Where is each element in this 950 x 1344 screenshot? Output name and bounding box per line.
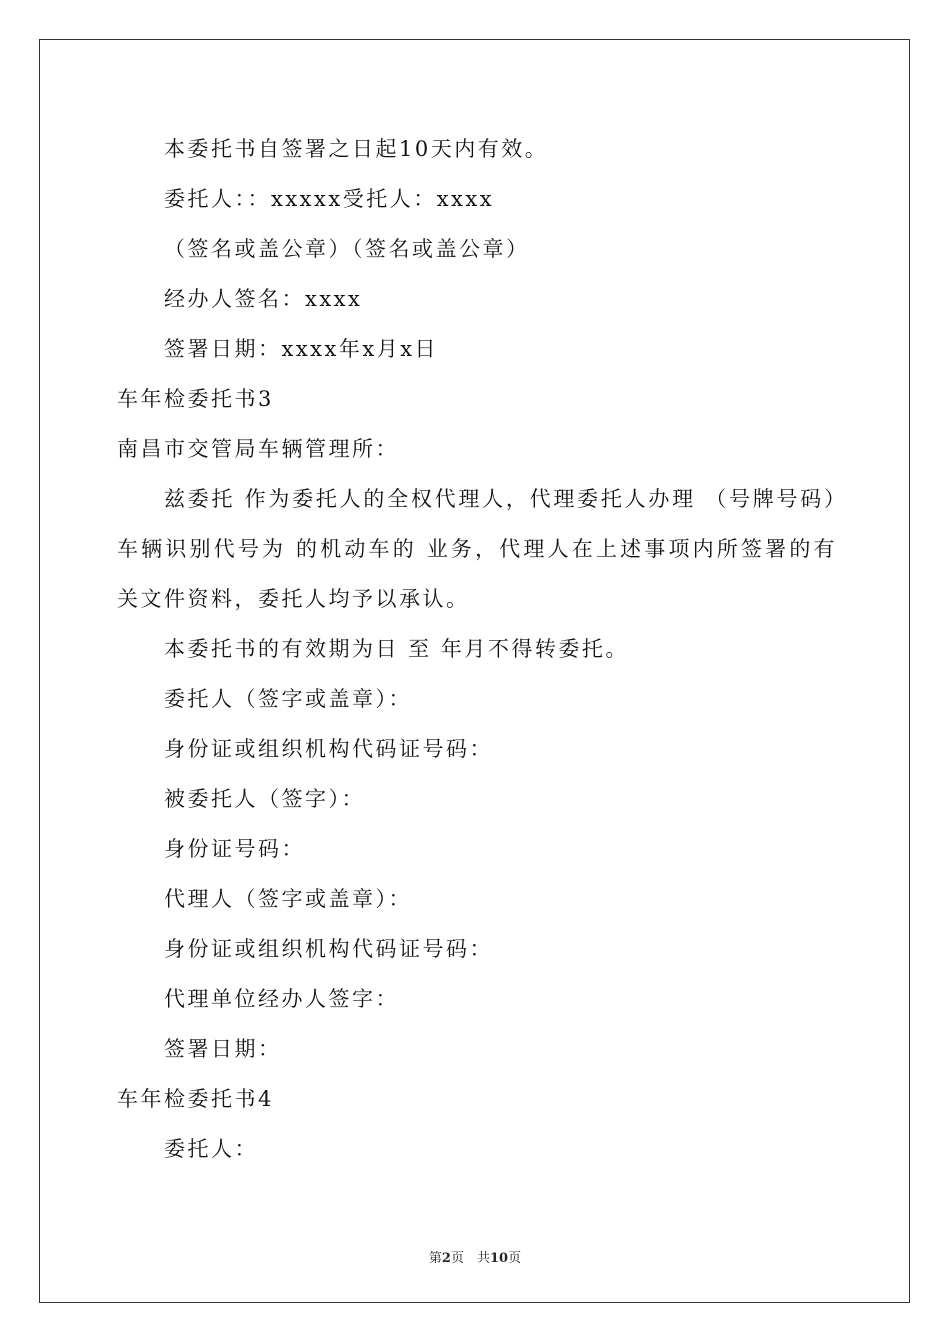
footer-page-suffix: 页 [508,1251,522,1266]
addressee-line: 南昌市交管局车辆管理所： [117,437,399,461]
agent-handler-sign-line: 代理单位经办人签字： [164,987,399,1011]
footer-page-number: 2 [441,1251,451,1266]
footer-page-total: 10 [489,1251,509,1266]
footer-page-prefix: 第 [428,1251,442,1266]
principal-agent-line: 委托人：：xxxxx受托人：xxxx [164,187,495,211]
seal-line: （签名或盖公章）（签名或盖公章） [164,237,530,261]
validity-period-line: 本委托书的有效期为日 至 年月不得转委托。 [164,637,629,661]
principal-sign-line: 委托人（签字或盖章）： [164,687,412,711]
authorization-paragraph: 兹委托 作为委托人的全权代理人，代理委托人办理 （号牌号码）车辆识别代号为 的机动车的 业务，代理人在上述事项内所签署的有关文件资料，委托人均予以承认。 [117,487,837,611]
agent-id-line: 身份证或组织机构代码证号码： [164,937,493,961]
section-heading-3: 车年检委托书3 [117,387,274,411]
sign-date-line-2: 签署日期： [164,1037,282,1061]
handler-signature-line: 经办人签名：xxxx [164,287,363,311]
sign-date-line: 签署日期：xxxx年x月x日 [164,337,439,361]
trustee-id-line: 身份证号码： [164,837,305,861]
page-footer [0,1247,950,1266]
section-heading-4: 车年检委托书4 [117,1087,274,1111]
principal-id-line: 身份证或组织机构代码证号码： [164,737,493,761]
trustee-sign-line: 被委托人（签字）： [164,787,365,811]
document-body [117,124,837,1174]
agent-sign-line: 代理人（签字或盖章）： [164,887,412,911]
footer-page-mid: 页 共 [450,1251,490,1266]
principal-line-4: 委托人： [164,1137,258,1161]
validity-line: 本委托书自签署之日起10天内有效。 [164,137,549,161]
